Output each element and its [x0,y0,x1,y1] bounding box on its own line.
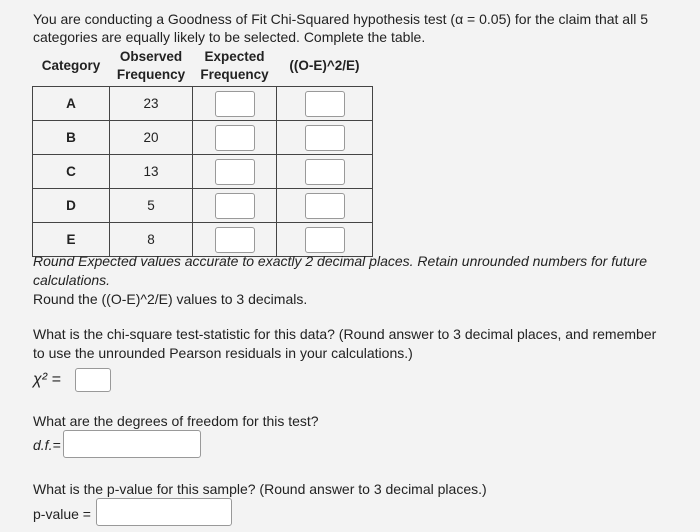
expected-input-c[interactable] [215,159,255,185]
observed-cell: 13 [110,155,193,189]
header-oe: ((O-E)^2/E) [289,58,360,73]
instruction-line-1: Round Expected values accurate to exactly 2 decimal places. Retain unrounded numbers for future [33,253,648,269]
oe-input-d[interactable] [305,193,345,219]
pvalue-label: p-value = [33,506,91,522]
chi-square-question-1: What is the chi-square test-statistic for this data? (Round answer to 3 decimal places, and remember [33,326,657,342]
chi-square-input[interactable] [75,368,111,392]
table-row [33,87,373,121]
category-cell: C [33,155,110,189]
chi-square-question-2: to use the unrounded Pearson residuals in your calculations.) [33,345,413,361]
expected-input-a[interactable] [215,91,255,117]
pvalue-input[interactable] [96,498,232,526]
instruction-line-2: calculations. [33,272,111,288]
observed-cell: 5 [110,189,193,223]
chi-square-label: χ² = [33,371,61,388]
df-label: d.f.= [33,437,61,453]
oe-input-a[interactable] [305,91,345,117]
table-row [33,121,373,155]
question-line-2: categories are equally likely to be selected. Complete the table. [33,29,426,45]
header-expected-line1: Expected [204,49,265,64]
category-cell: E [33,223,110,257]
header-expected-line2: Frequency [200,67,269,82]
observed-cell: 8 [110,223,193,257]
goodness-of-fit-table [32,46,373,257]
instruction-line-3: Round the ((O-E)^2/E) values to 3 decimals. [33,291,308,307]
expected-input-d[interactable] [215,193,255,219]
observed-cell: 23 [110,87,193,121]
oe-input-e[interactable] [305,227,345,253]
header-observed [110,46,193,87]
df-question: What are the degrees of freedom for this test? [33,413,319,429]
pvalue-question: What is the p-value for this sample? (Round answer to 3 decimal places.) [33,481,487,497]
category-cell: A [33,87,110,121]
header-category: Category [41,58,101,73]
oe-input-c[interactable] [305,159,345,185]
header-expected [193,46,277,87]
category-cell: B [33,121,110,155]
table-row [33,189,373,223]
expected-input-b[interactable] [215,125,255,151]
header-observed-line1: Observed [119,49,183,64]
table-row [33,155,373,189]
observed-cell: 20 [110,121,193,155]
expected-input-e[interactable] [215,227,255,253]
question-line-1: You are conducting a Goodness of Fit Chi-Squared hypothesis test (α = 0.05) for the claim that all 5 [33,11,648,27]
oe-input-b[interactable] [305,125,345,151]
df-input[interactable] [63,430,201,458]
header-observed-line2: Frequency [116,67,186,82]
category-cell: D [33,189,110,223]
